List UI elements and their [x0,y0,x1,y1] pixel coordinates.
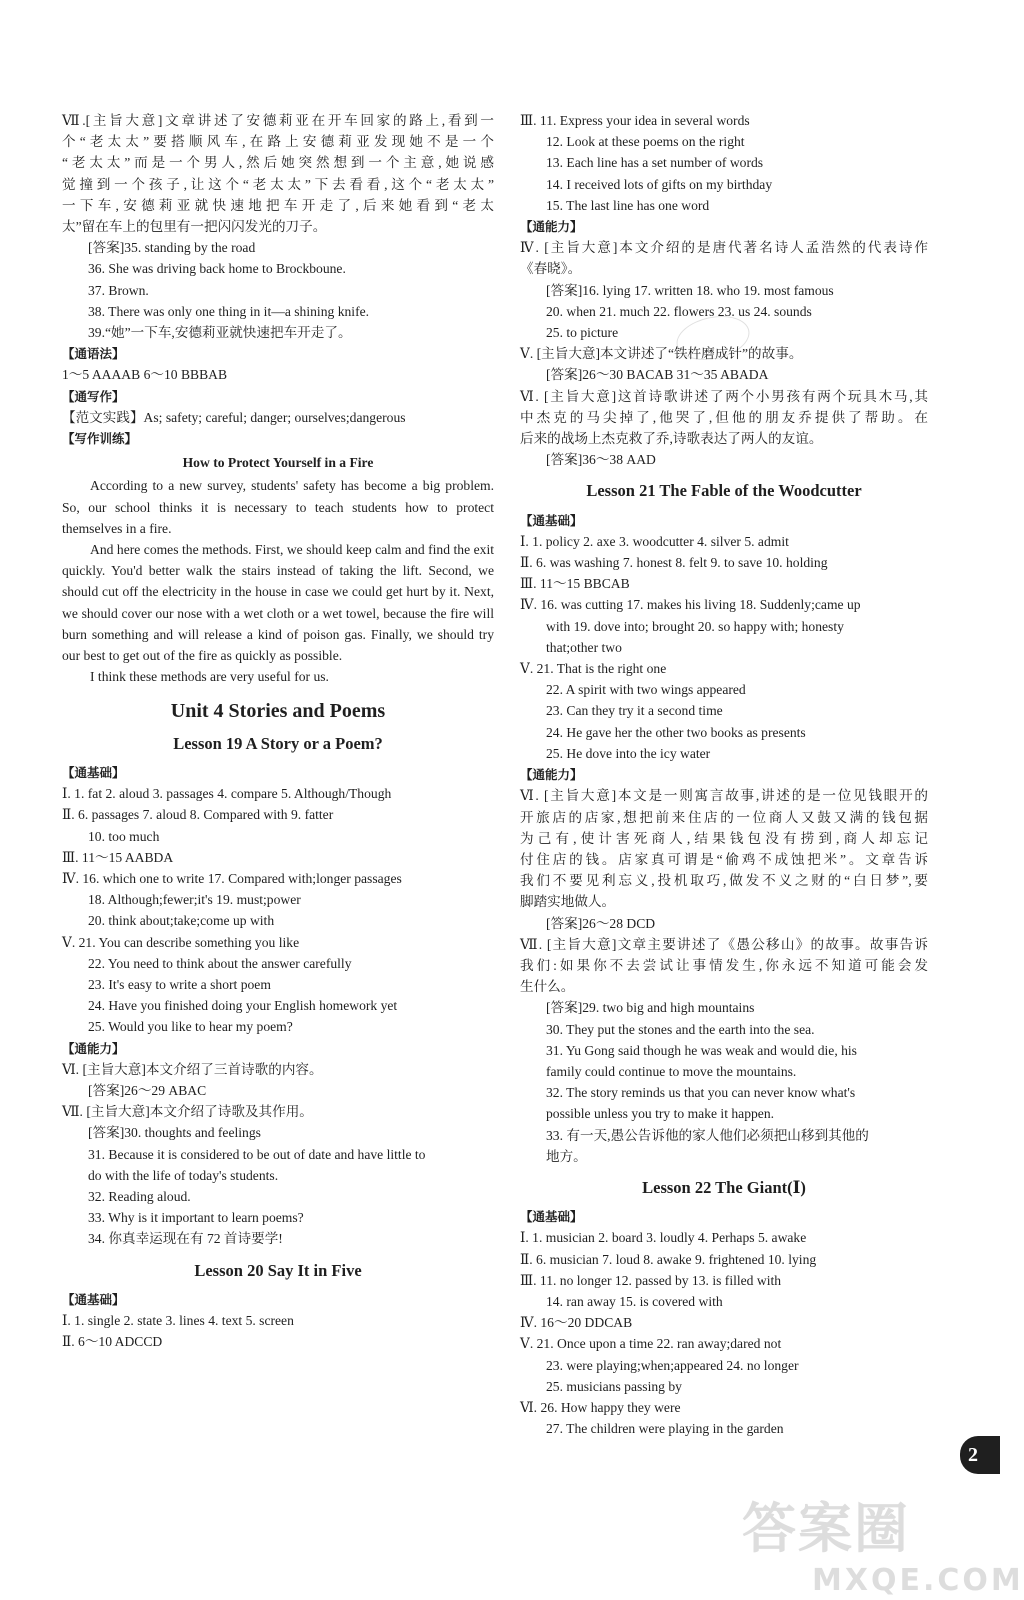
answer-line: Ⅰ. 1. musician 2. board 3. loudly 4. Perhaps 5. awake [520,1230,807,1246]
section-tag: 【通基础】 [62,764,125,780]
lesson-19-answers [62,762,494,1250]
essay-paragraph: According to a new survey, students' safety has become a big problem. So, our school thinks it is necessary to teach students how to protect themselves in a fire. [62,478,494,536]
section-tag: 【通语法】 [62,346,125,362]
answer-line: Ⅶ. [主旨大意]本文介绍了诗歌及其作用。 [62,1104,313,1120]
answer-line: 31. Because it is considered to be out of date and have little to [88,1146,426,1162]
answer-line: 14. I received lots of gifts on my birthday [546,176,773,192]
answer-line: 一下车,安德莉亚就快速地把车开走了,后来她看到“老太 [62,197,494,213]
answer-line: 太”留在车上的包里有一把闪闪发光的刀子。 [62,219,327,235]
answer-line: [答案]36～38 AAD [546,452,656,468]
lesson-21-title: Lesson 21 The Fable of the Woodcutter [586,481,862,501]
answer-line: 25. Would you like to hear my poem? [88,1019,293,1035]
answer-line: 33. Why is it important to learn poems? [88,1210,304,1226]
answer-line: 24. He gave her the other two books as presents [546,724,806,740]
answer-line: 个“老太太”要搭顺风车,在路上安德莉亚发现她不是一个 [62,134,494,150]
answer-line: 34. 你真幸运现在有 72 首诗要学! [88,1231,283,1247]
section-tag: 【通基础】 [62,1291,125,1307]
answer-line: 23. were playing;when;appeared 24. no longer [546,1357,799,1373]
answer-line: Ⅵ. [主旨大意]本文是一则寓言故事,讲述的是一位见钱眼开的 [520,788,928,804]
answer-line: 【范文实践】As; safety; careful; danger; ourselves;dangerous [62,409,406,425]
section-tag: 【通写作】 [62,388,125,404]
answer-line: [答案]29. two big and high mountains [546,1000,755,1016]
essay-paragraph: I think these methods are very useful for us. [90,669,329,685]
answer-line: Ⅱ. 6. musician 7. loud 8. awake 9. frightened 10. lying [520,1251,817,1267]
answer-line: 23. It's easy to write a short poem [88,976,271,992]
answer-line: 30. They put the stones and the earth into the sea. [546,1021,815,1037]
answer-line: Ⅲ. 11. no longer 12. passed by 13. is filled with [520,1272,782,1288]
essay-paragraph: And here comes the methods. First, we should keep calm and find the exit quickly. You'd better walk the stairs instead of taking the lift. Second, we should cut off the electricity in the house in case we could get hurt by it. Next, we should cover our nose with a wet cloth or a wet towel, because the fire will burn something and will release a kind of poison gas. Finally, we should try our best to get out of the fire as quickly as possible. [62,542,494,664]
answer-line: 32. Reading aloud. [88,1188,191,1204]
lesson-20-title: Lesson 20 Say It in Five [194,1260,362,1280]
answer-line: Ⅵ. 26. How happy they were [520,1399,681,1415]
answer-line: 脚踏实地做人。 [520,894,616,910]
answer-line: 18. Although;fewer;it's 19. must;power [88,892,301,908]
answer-line: 《春晓》。 [520,261,582,277]
answer-line: that;other two [546,639,622,655]
answer-line: 23. Can they try it a second time [546,703,723,719]
answer-line: 12. Look at these poems on the right [546,134,745,150]
left-top-section [62,110,494,449]
answer-line: 我们不要见利忘义,投机取巧,做发不义之财的“白日梦”,要 [520,873,928,889]
section-tag: 【通基础】 [520,512,583,528]
answer-line: possible unless you try to make it happen. [546,1106,775,1122]
answer-line: 地方。 [546,1148,587,1164]
essay-title: How to Protect Yourself in a Fire [182,455,374,471]
answer-line: Ⅱ. 6. passages 7. aloud 8. Compared with 9. fatter [62,807,334,823]
answer-line: with 19. dove into; brought 20. so happy with; honesty [546,618,844,634]
answer-line: Ⅲ. 11～15 BBCAB [520,576,630,592]
answer-line: do with the life of today's students. [88,1167,279,1183]
answer-line: [答案]30. thoughts and feelings [88,1125,261,1141]
watermark-line-2: MXQE.COM [812,1563,1024,1598]
left-column [62,110,494,1352]
answer-line: 20. think about;take;come up with [88,913,275,929]
answer-line: [答案]26～30 BACAB 31～35 ABADA [546,367,769,383]
answer-line: 10. too much [88,828,160,844]
answer-line: Ⅴ. 21. That is the right one [520,661,667,677]
answer-line: 中杰克的马尖掉了,他哭了,但他的朋友乔提供了帮助。在 [520,409,928,425]
answer-line: [答案]35. standing by the road [88,240,256,256]
answer-line: Ⅲ. 11. Express your idea in several words [520,113,750,128]
answer-line: 24. Have you finished doing your English homework yet [88,998,398,1014]
answer-line: Ⅰ. 1. single 2. state 3. lines 4. text 5. screen [62,1312,294,1328]
answer-line: Ⅱ. 6. was washing 7. honest 8. felt 9. to save 10. holding [520,555,828,571]
watermark-line-1: 答案圈 [742,1497,910,1560]
answer-line: [答案]16. lying 17. written 18. who 19. most famous [546,282,834,298]
answer-line: Ⅶ. [主旨大意]文章主要讲述了《愚公移山》的故事。故事告诉 [520,936,928,952]
lesson-20-continued [520,110,928,470]
answer-line: 付住店的钱。店家真可谓是“偷鸡不成蚀把米”。文章告诉 [520,851,928,867]
answer-line: 25. musicians passing by [546,1378,682,1394]
right-column [520,110,928,1439]
answer-line: Ⅳ. 16. which one to write 17. Compared with;longer passages [62,870,402,886]
answer-line: 1～5 AAAAB 6～10 BBBAB [62,367,228,383]
lesson-21-answers [520,510,928,1167]
answer-line: 13. Each line has a set number of words [546,155,764,171]
answer-line: 27. The children were playing in the garden [546,1421,784,1437]
answer-line: 31. Yu Gong said though he was weak and would die, his [546,1042,857,1058]
answer-line: Ⅴ. [主旨大意]本文讲述了“铁杵磨成针”的故事。 [520,346,803,362]
answer-line: Ⅲ. 11～15 AABDA [62,849,174,865]
answer-line: 36. She was driving back home to Brockboune. [88,261,346,277]
section-tag: 【通基础】 [520,1209,583,1225]
answer-line: Ⅴ. 21. Once upon a time 22. ran away;dared not [520,1336,782,1352]
answer-line: Ⅳ. 16～20 DDCAB [520,1315,633,1331]
section-tag: 【写作训练】 [62,431,138,447]
lesson-22-answers [520,1206,928,1439]
answer-line: 33. 有一天,愚公告诉他的家人他们必须把山移到其他的 [546,1127,869,1143]
section-tag: 【通能力】 [520,219,583,235]
answer-line: 38. There was only one thing in it—a shining knife. [88,303,370,319]
essay-body [62,475,494,687]
answer-line: Ⅰ. 1. fat 2. aloud 3. passages 4. compare 5. Although/Though [62,786,392,802]
answer-line: Ⅴ. 21. You can describe something you like [62,934,300,950]
answer-line: Ⅵ. [主旨大意]本文介绍了三首诗歌的内容。 [62,1061,323,1077]
answer-line: 22. You need to think about the answer carefully [88,955,352,971]
lesson-22-title: Lesson 22 The Giant(Ⅰ) [642,1177,806,1197]
answer-line: 32. The story reminds us that you can never know what's [546,1085,856,1101]
lesson-20-answers [62,1289,494,1353]
section-tag: 【通能力】 [62,1040,125,1056]
watermark-logo [742,1486,1024,1598]
answer-line: Ⅶ.[主旨大意]文章讲述了安德莉亚在开车回家的路上,看到一 [62,113,494,128]
answer-line: family could continue to move the mountains. [546,1063,797,1079]
answer-line: Ⅳ. 16. was cutting 17. makes his living 18. Suddenly;came up [520,597,861,613]
answer-line: Ⅱ. 6～10 ADCCD [62,1334,163,1350]
answer-line: 39.“她”一下车,安德莉亚就快速把车开走了。 [88,325,352,341]
answer-line: 我们:如果你不去尝试让事情发生,你永远不知道可能会发 [520,957,928,973]
unit-title: Unit 4 Stories and Poems [170,700,386,723]
answer-line: 14. ran away 15. is covered with [546,1293,723,1309]
answer-line: 后来的战场上杰克救了乔,诗歌表达了两人的友谊。 [520,431,823,447]
answer-line: [答案]26～29 ABAC [88,1082,207,1098]
lesson-19-title: Lesson 19 A Story or a Poem? [173,733,383,753]
answer-line: 25. He dove into the icy water [546,745,711,761]
answer-line: Ⅵ. [主旨大意]这首诗歌讲述了两个小男孩有两个玩具木马,其 [520,388,928,404]
answer-line: 开旅店的店家,想把前来住店的一位商人又鼓又满的钱包据 [520,809,928,825]
answer-line: 25. to picture [546,325,619,341]
answer-line: Ⅰ. 1. policy 2. axe 3. woodcutter 4. silver 5. admit [520,533,789,549]
answer-line: 20. when 21. much 22. flowers 23. us 24. sounds [546,303,812,319]
answer-line: [答案]26～28 DCD [546,915,656,931]
answer-line: 觉撞到一个孩子,让这个“老太太”下去看看,这个“老太太” [62,176,494,192]
page-number: 2 [960,1436,1000,1474]
section-tag: 【通能力】 [520,767,583,783]
answer-line: “老太太”而是一个男人,然后她突然想到一个主意,她说感 [62,155,494,171]
answer-line: 22. A spirit with two wings appeared [546,682,746,698]
answer-line: Ⅳ. [主旨大意]本文介绍的是唐代著名诗人孟浩然的代表诗作 [520,240,928,256]
answer-line: 为己有,使计害死商人,结果钱包没有捞到,商人却忘记 [520,830,928,846]
answer-line: 15. The last line has one word [546,197,710,213]
answer-line: 37. Brown. [88,282,149,298]
answer-line: 生什么。 [520,979,575,995]
